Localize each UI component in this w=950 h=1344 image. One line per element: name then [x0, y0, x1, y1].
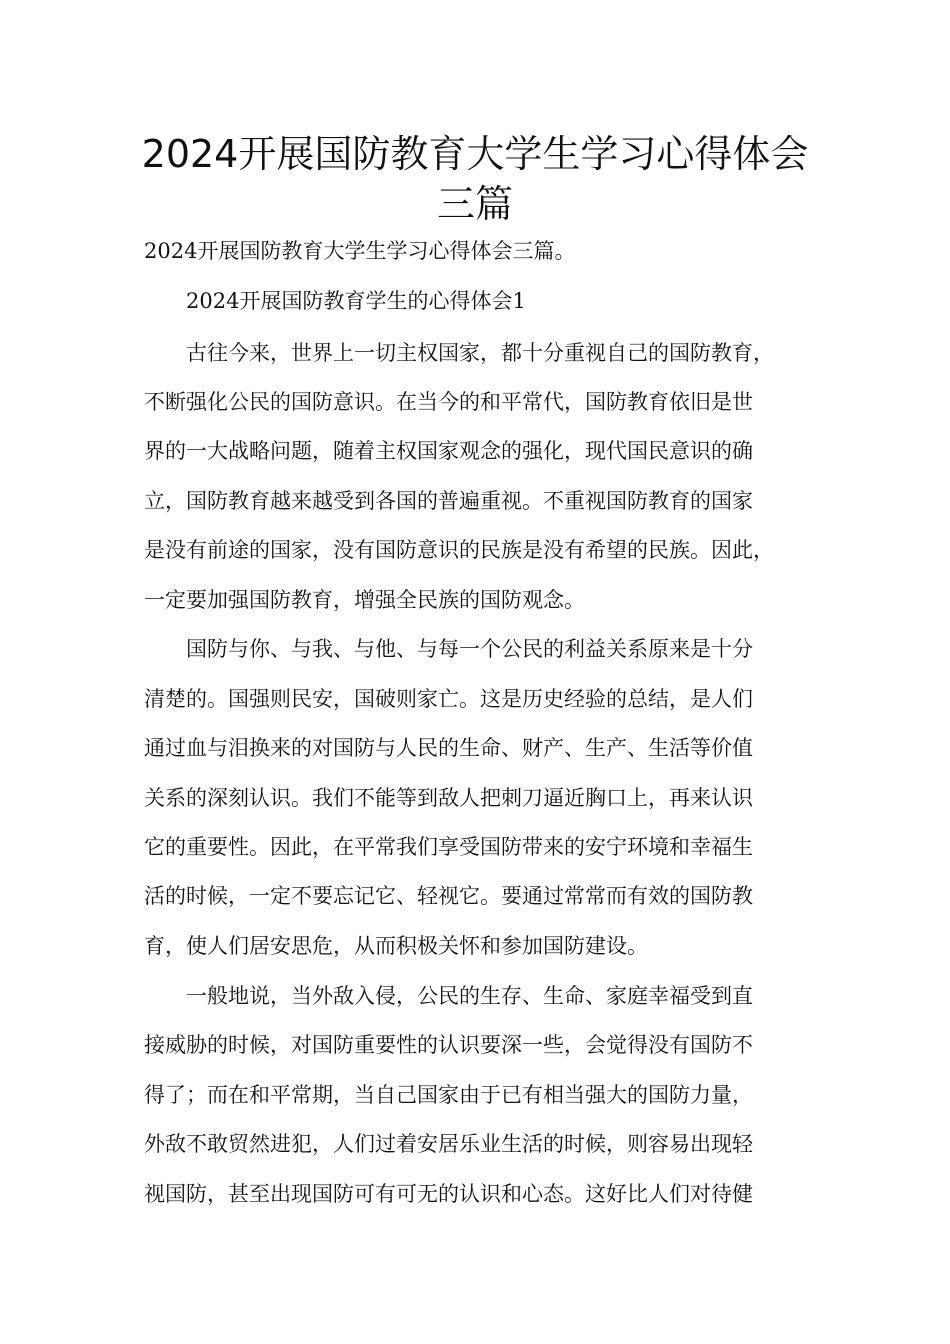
paragraph-line: 接威胁的时候，对国防重要性的认识要深一些，会觉得没有国防不	[144, 1033, 753, 1057]
paragraph-line: 古往今来，世界上一切主权国家，都十分重视自己的国防教育，	[186, 341, 774, 365]
paragraph-line: 立，国防教育越来越受到各国的普遍重视。不重视国防教育的国家	[144, 489, 753, 513]
paragraph-line: 视国防，甚至出现国防可有可无的认识和心态。这好比人们对待健	[144, 1182, 753, 1206]
paragraph-line: 育，使人们居安思危，从而积极关怀和参加国防建设。	[144, 934, 648, 958]
paragraph-line: 它的重要性。因此，在平常我们享受国防带来的安宁环境和幸福生	[144, 835, 753, 859]
paragraph-line: 是没有前途的国家，没有国防意识的民族是没有希望的民族。因此，	[144, 538, 774, 562]
paragraph-line: 活的时候，一定不要忘记它、轻视它。要通过常常而有效的国防教	[144, 884, 753, 908]
paragraph-line: 通过血与泪换来的对国防与人民的生命、财产、生产、生活等价值	[144, 736, 753, 760]
paragraph-line: 外敌不敢贸然进犯，人们过着安居乐业生活的时候，则容易出现轻	[144, 1132, 753, 1156]
paragraph-line: 清楚的。国强则民安，国破则家亡。这是历史经验的总结，是人们	[144, 687, 753, 711]
paragraph-line: 一般地说，当外敌入侵，公民的生存、生命、家庭幸福受到直	[186, 984, 753, 1008]
paragraph-line: 一定要加强国防教育，增强全民族的国防观念。	[144, 588, 585, 612]
paragraph-line: 不断强化公民的国防意识。在当今的和平常代，国防教育依旧是世	[144, 390, 753, 414]
intro-paragraph: 2024开展国防教育大学生学习心得体会三篇。	[144, 239, 576, 263]
document-title-line-2: 三篇	[436, 182, 513, 226]
document-title-line-1: 2024开展国防教育大学生学习心得体会	[141, 132, 809, 176]
section-heading: 2024开展国防教育学生的心得体会1	[186, 289, 526, 313]
paragraph-line: 界的一大战略问题，随着主权国家观念的强化，现代国民意识的确	[144, 439, 753, 463]
paragraph-line: 国防与你、与我、与他、与每一个公民的利益关系原来是十分	[186, 637, 753, 661]
paragraph-line: 关系的深刻认识。我们不能等到敌人把刺刀逼近胸口上，再来认识	[144, 786, 753, 810]
paragraph-line: 得了；而在和平常期，当自己国家由于已有相当强大的国防力量，	[144, 1083, 753, 1107]
